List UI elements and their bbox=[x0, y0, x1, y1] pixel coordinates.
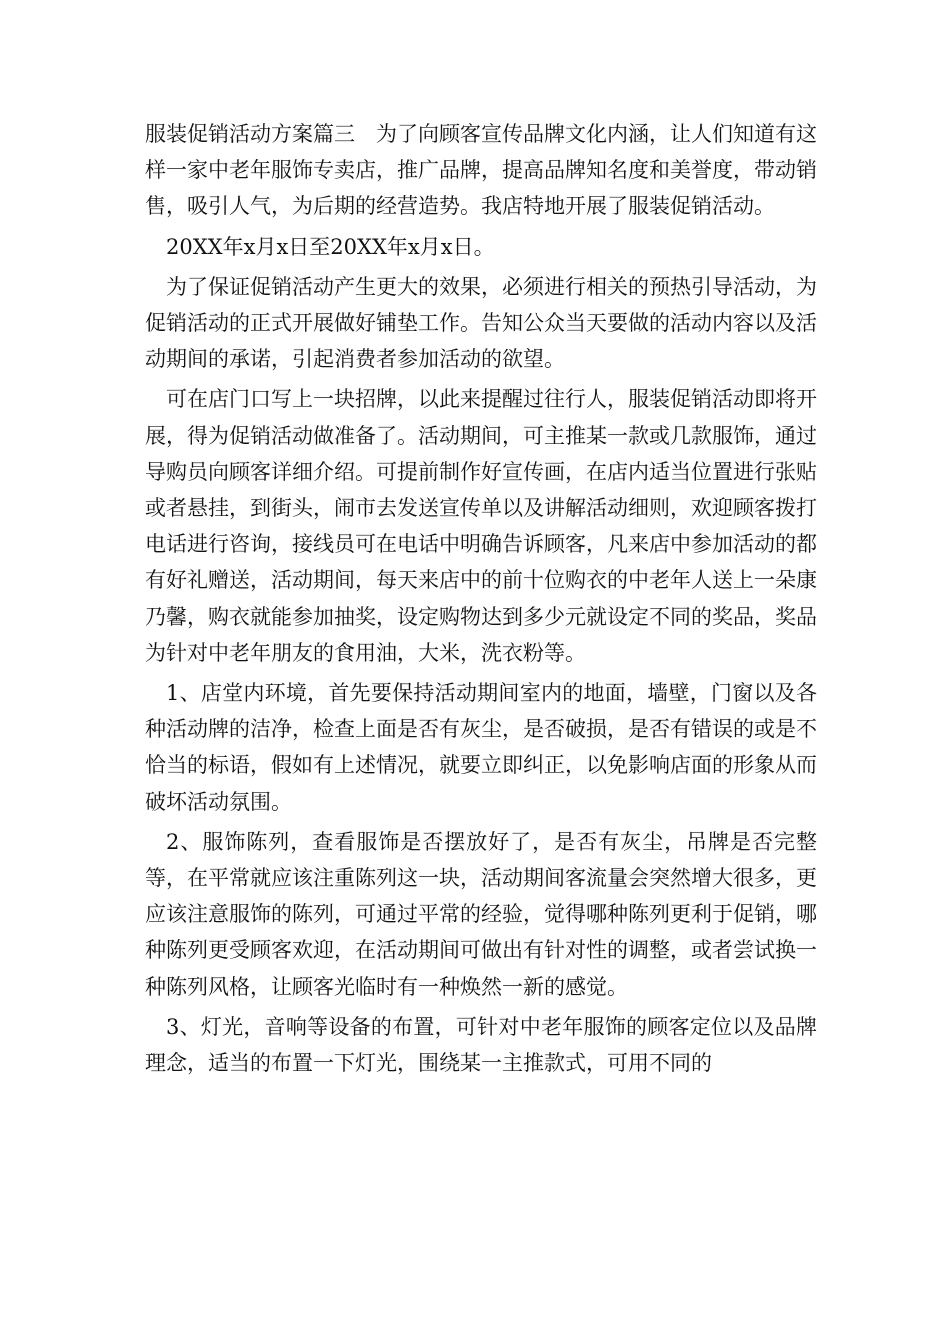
paragraph-item-3: 3、灯光，音响等设备的布置，可针对中老年服饰的顾客定位以及品牌理念，适当的布置一下灯光，围绕某一主推款式，可用不同的 bbox=[145, 1014, 817, 1076]
paragraph-signage: 可在店门口写上一块招牌，以此来提醒过往行人，服装促销活动即将开展，得为促销活动做准备了。活动期间，可主推某一款或几款服饰，通过导购员向顾客详细介绍。可提前制作好宣传画，在店内适当位置进行张贴或者悬挂，到街头，闹市去发送宣传单以及讲解活动细则，欢迎顾客拨打电话进行咨询，接线员可在电话中明确告诉顾客，凡来店中参加活动的都有好礼赠送，活动期间，每天来店中的前十位购衣的中老年人送上一朵康乃馨，购衣就能参加抽奖，设定购物达到多少元就设定不同的奖品，奖品为针对中老年朋友的食用油，大米，洗衣粉等。 bbox=[145, 387, 817, 665]
paragraph-item-1: 1、店堂内环境，首先要保持活动期间室内的地面，墙壁，门窗以及各种活动牌的洁净，检查上面是否有灰尘，是否破损，是否有错误的或是不恰当的标语，假如有上述情况，就要立即纠正，以免影响店面的形象从而破坏活动氛围。 bbox=[145, 681, 817, 814]
paragraph-intro: 服装促销活动方案篇三 为了向顾客宣传品牌文化内涵，让人们知道有这样一家中老年服饰专卖店，推广品牌，提高品牌知名度和美誉度，带动销售，吸引人气，为后期的经营造势。我店特地开展了服装促销活动。 bbox=[145, 122, 817, 219]
document-body bbox=[145, 116, 817, 1085]
paragraph-date-range: 20XX年x月x日至20XX年x月x日。 bbox=[166, 234, 495, 259]
paragraph-preheat: 为了保证促销活动产生更大的效果，必须进行相关的预热引导活动，为促销活动的正式开展做好铺垫工作。告知公众当天要做的活动内容以及活动期间的承诺，引起消费者参加活动的欲望。 bbox=[145, 274, 817, 372]
paragraph-item-2: 2、服饰陈列，查看服饰是否摆放好了，是否有灰尘，吊牌是否完整等，在平常就应该注重陈列这一块，活动期间客流量会突然增大很多，更应该注意服饰的陈列，可通过平常的经验，觉得哪种陈列更利于促销，哪种陈列更受顾客欢迎，在活动期间可做出有针对性的调整，或者尝试换一种陈列风格，让顾客光临时有一种焕然一新的感觉。 bbox=[145, 829, 817, 999]
